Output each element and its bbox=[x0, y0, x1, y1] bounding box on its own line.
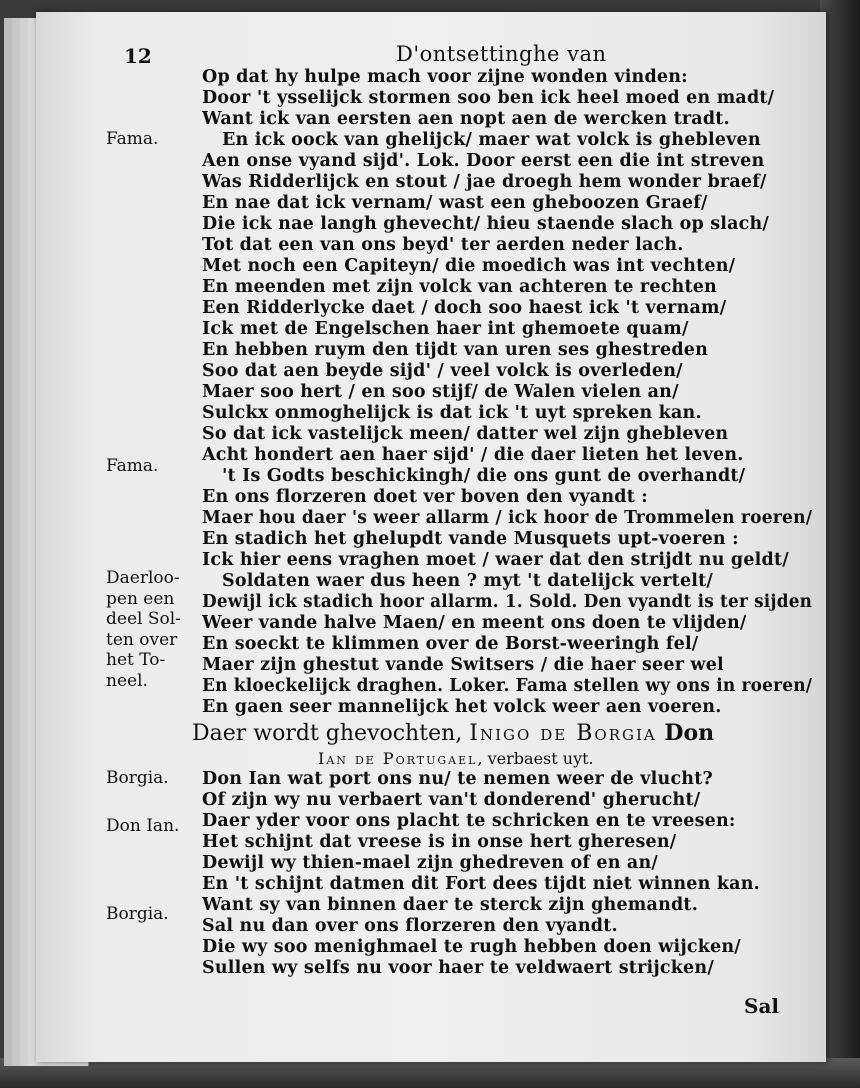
running-head: D'ontsettinghe van bbox=[396, 42, 607, 66]
verse-line: En kloeckelijck draghen. Loker. Fama stellen wy ons in roeren/ bbox=[202, 676, 813, 696]
verse-line: En stadich het ghelupdt vande Musquets upt-voeren : bbox=[202, 529, 739, 549]
catchword: Sal bbox=[744, 994, 779, 1018]
verse-line: Maer zijn ghestut vande Switsers / die haer seer wel bbox=[202, 655, 724, 675]
verse-line: En hebben ruym den tijdt van uren ses ghestreden bbox=[202, 340, 709, 360]
stage-direction-names: Ian de Portugael bbox=[318, 749, 478, 768]
stage-direction-don: Don bbox=[656, 720, 715, 746]
margin-line: neel. bbox=[106, 670, 148, 691]
verse-line: Acht hondert aen haer sijd' / die daer lieten het leven. bbox=[202, 445, 744, 465]
verse-line: Door 't ysselijck stormen soo ben ick heel moed en madt/ bbox=[202, 88, 775, 108]
verse-line: Dewijl ick stadich hoor allarm. 1. Sold. Den vyandt is ter sijden bbox=[202, 592, 813, 612]
verse-line: Tot dat een van ons beyd' ter aerden neder lach. bbox=[202, 235, 684, 255]
stage-direction-names: Inigo de Borgia bbox=[469, 721, 657, 746]
verse-line: En ons florzeren doet ver boven den vyandt : bbox=[202, 487, 648, 507]
verse-line: Met noch een Capiteyn/ die moedich was int vechten/ bbox=[202, 256, 736, 276]
speaker-fama: Fama. bbox=[106, 456, 159, 476]
margin-stage-direction bbox=[106, 568, 216, 691]
verse-line: Op dat hy hulpe mach voor zijne wonden vinden: bbox=[202, 67, 688, 87]
verse-line: Die wy soo menighmael te rugh hebben doen wijcken/ bbox=[202, 937, 741, 957]
verse-line: En soeckt te klimmen over de Borst-weeringh fel/ bbox=[202, 634, 699, 654]
verse-line: Weer vande halve Maen/ en meent ons doen te vlijden/ bbox=[202, 613, 747, 633]
verse-line: Want ick van eersten aen nopt aen de wercken tradt. bbox=[202, 109, 730, 129]
margin-line: deel Sol- bbox=[106, 609, 181, 629]
verse-line: Het schijnt dat vreese is in onse hert gheresen/ bbox=[202, 832, 677, 852]
verse-line: Maer hou daer 's weer allarm / ick hoor de Trommelen roeren/ bbox=[202, 508, 813, 528]
verse-line: Want sy van binnen daer te sterck zijn ghemandt. bbox=[202, 895, 699, 915]
verse-line: En meenden met zijn volck van achteren te rechten bbox=[202, 277, 717, 297]
book-spine-shadow bbox=[820, 0, 860, 1088]
verse-line: En 't schijnt datmen dit Fort dees tijdt niet winnen kan. bbox=[202, 874, 760, 894]
verse-line: Daer yder voor ons placht te schricken en te vreesen: bbox=[202, 811, 736, 831]
margin-line: Daerloo- bbox=[106, 568, 180, 588]
printed-page bbox=[36, 12, 826, 1062]
verse-line: Soldaten waer dus heen ? myt 't datelijck vertelt/ bbox=[222, 571, 714, 591]
margin-line: ten over bbox=[106, 629, 178, 650]
verse-line: 't Is Godts beschickingh/ die ons gunt de overhandt/ bbox=[222, 466, 746, 486]
stage-direction-text: Daer wordt ghevochten, bbox=[192, 721, 470, 746]
verse-line: Ick hier eens vraghen moet / waer dat den strijdt nu geldt/ bbox=[202, 550, 789, 570]
speaker-don-ian: Don Ian. bbox=[106, 816, 180, 836]
verse-line: Ick met de Engelschen haer int ghemoete quam/ bbox=[202, 319, 689, 339]
verse-line: En ick oock van ghelijck/ maer wat volck is ghebleven bbox=[222, 130, 761, 150]
verse-line: Een Ridderlycke daet / doch soo haest ick 't vernam/ bbox=[202, 298, 727, 318]
verse-line: Sullen wy selfs nu voor haer te veldwaert strijcken/ bbox=[202, 958, 714, 978]
speaker-borgia: Borgia. bbox=[106, 904, 169, 924]
verse-line: Aen onse vyand sijd'. Lok. Door eerst een die int streven bbox=[202, 151, 765, 171]
verse-line: Sal nu dan over ons florzeren den vyandt. bbox=[202, 916, 618, 936]
margin-line: het To- bbox=[106, 650, 166, 670]
verse-line: So dat ick vastelijck meen/ datter wel zijn ghebleven bbox=[202, 424, 729, 444]
speaker-borgia: Borgia. bbox=[106, 768, 169, 788]
book-cover-bottom bbox=[0, 1058, 860, 1088]
verse-line: Maer soo hert / en soo stijf/ de Walen vielen an/ bbox=[202, 382, 679, 402]
verse-line: En nae dat ick vernam/ wast een gheboozen Graef/ bbox=[202, 193, 708, 213]
margin-line: pen een bbox=[106, 588, 175, 609]
stage-direction bbox=[318, 749, 594, 768]
stage-direction bbox=[192, 720, 714, 746]
verse-line: Of zijn wy nu verbaert van't donderend' gherucht/ bbox=[202, 790, 701, 810]
speaker-fama: Fama. bbox=[106, 129, 159, 149]
verse-line: Don Ian wat port ons nu/ te nemen weer de vlucht? bbox=[202, 769, 713, 789]
verse-line: Sulckx onmoghelijck is dat ick 't uyt spreken kan. bbox=[202, 403, 702, 423]
verse-line: Dewijl wy thien-mael zijn ghedreven of en an/ bbox=[202, 853, 658, 873]
verse-line: Soo dat aen beyde sijd' / veel volck is overleden/ bbox=[202, 361, 683, 381]
page-number: 12 bbox=[124, 44, 152, 68]
verse-line: En gaen seer mannelijck het volck weer aen voeren. bbox=[202, 697, 722, 717]
stage-direction-text: , verbaest uyt. bbox=[477, 749, 594, 768]
verse-line: Was Ridderlijck en stout / jae droegh hem wonder braef/ bbox=[202, 172, 767, 192]
verse-line: Die ick nae langh ghevecht/ hieu staende slach op slach/ bbox=[202, 214, 770, 234]
